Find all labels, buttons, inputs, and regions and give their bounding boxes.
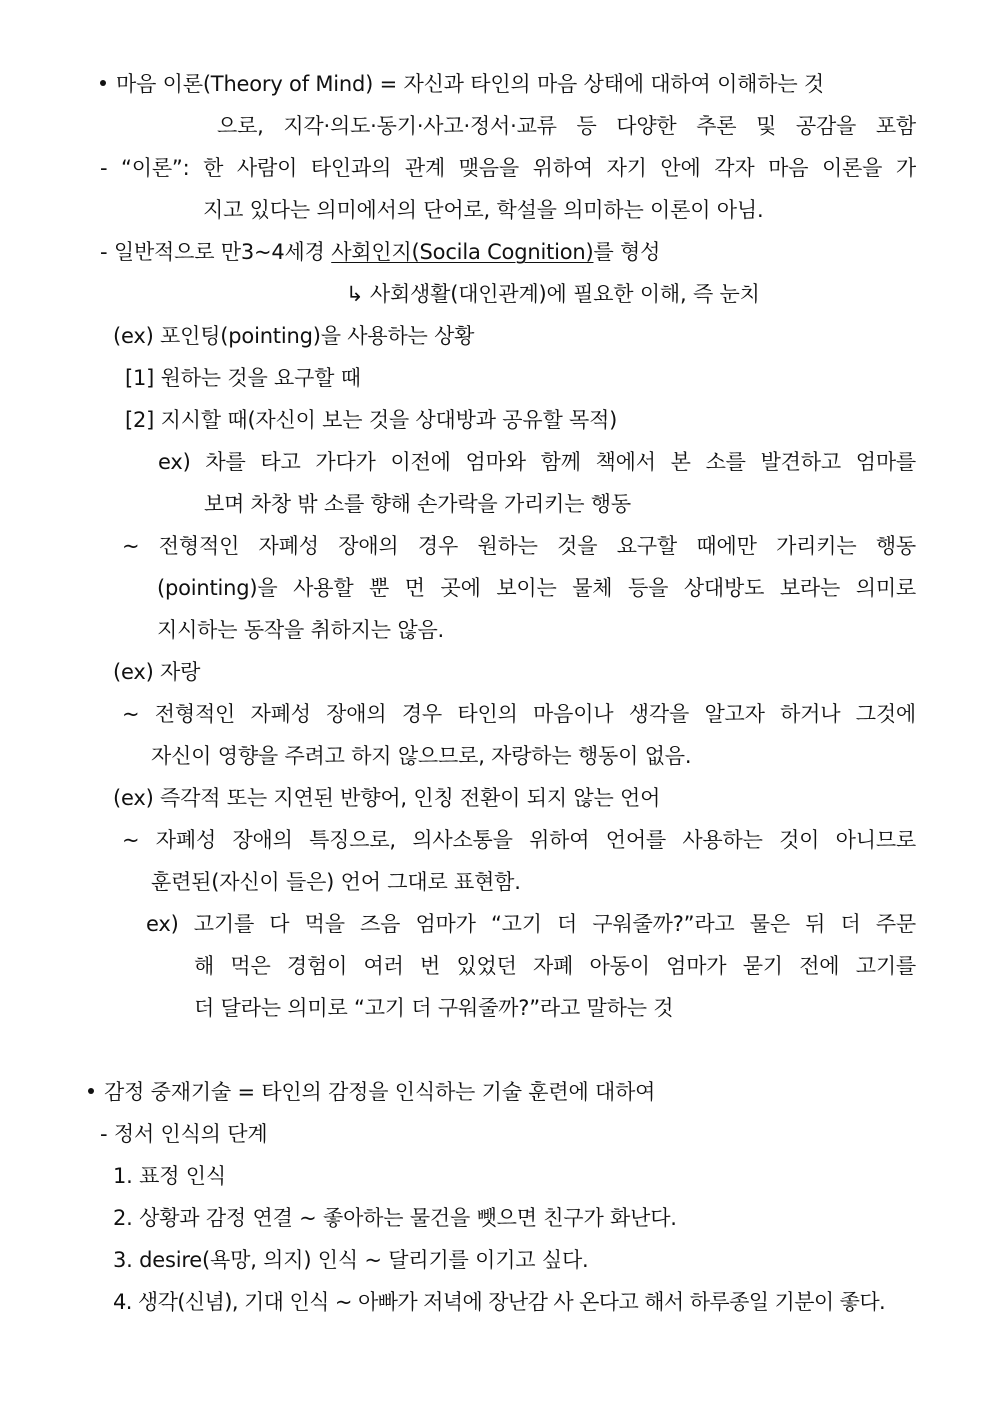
example-pointing-item-2: [2] 지시할 때(자신이 보는 것을 상대방과 공유할 목적) [125, 408, 618, 432]
social-cognition-term: 사회인지(Socila Cognition) [331, 240, 594, 264]
boasting-autism-note-line2: 자신이 영향을 주려고 하지 않으므로, 자랑하는 행동이 없음. [151, 744, 692, 768]
social-cognition-suffix: 를 형성 [593, 240, 661, 264]
example-boasting-title: (ex) 자랑 [113, 660, 201, 684]
social-cognition-prefix: - 일반적으로 만3~4세경 [100, 240, 332, 264]
echolalia-example-line2: 해 먹은 경험이 여러 번 있었던 자폐 아동이 엄마가 묻기 전에 고기를 [194, 954, 916, 978]
echolalia-example-line3: 더 달라는 의미로 “고기 더 구워줄까?”라고 말하는 것 [194, 996, 674, 1020]
pointing-autism-note-line3: 지시하는 동작을 취하지는 않음. [157, 618, 445, 642]
echolalia-note-line2: 훈련된(자신이 들은) 언어 그대로 표현함. [151, 870, 521, 894]
example-echolalia-title: (ex) 즉각적 또는 지연된 반향어, 인칭 전환이 되지 않는 언어 [113, 786, 661, 810]
echolalia-note-line1: ~ 자폐성 장애의 특징으로, 의사소통을 위하여 언어를 사용하는 것이 아니므로 [122, 828, 916, 852]
emotion-stage-1: 1. 표정 인식 [113, 1164, 226, 1188]
example-pointing-sub-line2: 보며 차창 밖 소를 향해 손가락을 가리키는 행동 [204, 492, 631, 516]
emotion-mediation-title: 감정 중재기술 = 타인의 감정을 인식하는 기술 훈련에 대하여 [104, 1080, 656, 1104]
emotion-stage-3: 3. desire(욕망, 의지) 인식 ~ 달리기를 이기고 싶다. [113, 1248, 589, 1272]
social-cognition-line [100, 231, 660, 273]
boasting-autism-note-line1: ~ 전형적인 자폐성 장애의 경우 타인의 마음이나 생각을 알고자 하거나 그것에 [122, 702, 916, 726]
theory-of-mind-title: 마음 이론(Theory of Mind) = 자신과 타인의 마음 상태에 대하여 이해하는 것 [116, 72, 824, 96]
bullet-icon [88, 1088, 94, 1094]
theory-of-mind-cont: 으로, 지각·의도·동기·사고·정서·교류 등 다양한 추론 및 공감을 포함 [217, 114, 916, 138]
social-cognition-note: ↳ 사회생활(대인관계)에 필요한 이해, 즉 눈치 [346, 282, 760, 306]
bullet-icon [100, 80, 106, 86]
pointing-autism-note-line1: ~ 전형적인 자폐성 장애의 경우 원하는 것을 요구할 때에만 가리키는 행동 [122, 534, 916, 558]
emotion-recognition-stages-title: - 정서 인식의 단계 [100, 1122, 268, 1146]
emotion-mediation-bullet [88, 1071, 655, 1113]
emotion-stage-2: 2. 상황과 감정 연결 ~ 좋아하는 물건을 뺏으면 친구가 화난다. [113, 1206, 677, 1230]
theory-of-mind-bullet [100, 63, 916, 105]
emotion-stage-4: 4. 생각(신념), 기대 인식 ~ 아빠가 저녁에 장난감 사 온다고 해서 하루종일 기분이 좋다. [113, 1290, 886, 1314]
theory-definition-line2: 지고 있다는 의미에서의 단어로, 학설을 의미하는 이론이 아님. [203, 198, 764, 222]
example-pointing-item-1: [1] 원하는 것을 요구할 때 [125, 366, 361, 390]
theory-definition-line1: - “이론”: 한 사람이 타인과의 관계 맺음을 위하여 자기 안에 각자 마음 이론을 가 [100, 156, 916, 180]
echolalia-example-line1: ex) 고기를 다 먹을 즈음 엄마가 “고기 더 구워줄까?”라고 물은 뒤 더 주문 [146, 912, 916, 936]
example-pointing-sub-line1: ex) 차를 타고 가다가 이전에 엄마와 함께 책에서 본 소를 발견하고 엄마를 [158, 450, 916, 474]
example-pointing-title: (ex) 포인팅(pointing)을 사용하는 상황 [113, 324, 475, 348]
pointing-autism-note-line2: (pointing)을 사용할 뿐 먼 곳에 보이는 물체 등을 상대방도 보라는 의미로 [157, 576, 916, 600]
